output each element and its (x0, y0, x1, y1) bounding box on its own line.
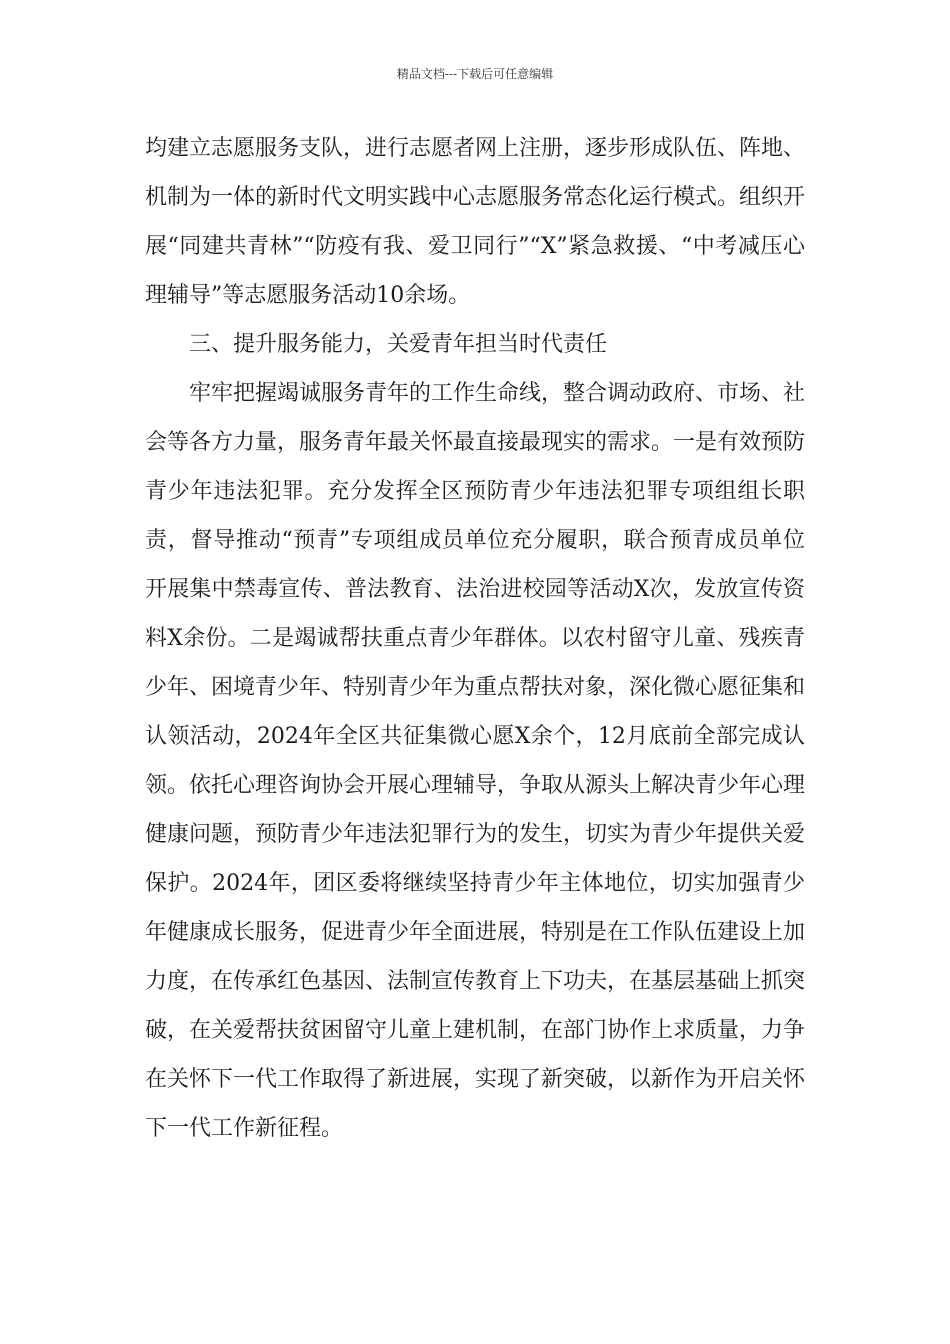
paragraph: 牢牢把握竭诚服务青年的工作生命线，整合调动政府、市场、社会等各方力量，服务青年最关怀最直接最现实的需求。一是有效预防青少年违法犯罪。充分发挥全区预防青少年违法犯罪专项组组长职责，督导推动“预青”专项组成员单位充分履职，联合预青成员单位开展集中禁毒宣传、普法教育、法治进校园等活动X次，发放宣传资料X余份。二是竭诚帮扶重点青少年群体。以农村留守儿童、残疾青少年、困境青少年、特别青少年为重点帮扶对象，深化微心愿征集和认领活动，2024年全区共征集微心愿X余个，12月底前全部完成认领。依托心理咨询协会开展心理辅导，争取从源头上解决青少年心理健康问题，预防青少年违法犯罪行为的发生，切实为青少年提供关爱保护。2024年，团区委将继续坚持青少年主体地位，切实加强青少年健康成长服务，促进青少年全面进展，特别是在工作队伍建设上加力度，在传承红色基因、法制宣传教育上下功夫，在基层基础上抓突破，在关爱帮扶贫困留守儿童上建机制，在部门协作上求质量，力争在关怀下一代工作取得了新进展，实现了新突破，以新作为开启关怀下一代工作新征程。 (145, 381, 806, 1141)
page-header: 精品文档---下载后可任意编辑 (396, 67, 554, 81)
paragraph-continuation: 均建立志愿服务支队，进行志愿者网上注册，逐步形成队伍、阵地、机制为一体的新时代文明实践中心志愿服务常态化运行模式。组织开展“同建共青林”“防疫有我、爱卫同行”“X”紧急救援、“中考减压心理辅导”等志愿服务活动10余场。 (145, 136, 806, 308)
document-body (145, 124, 805, 1153)
section-heading: 三、提升服务能力，关爱青年担当时代责任 (189, 332, 608, 357)
